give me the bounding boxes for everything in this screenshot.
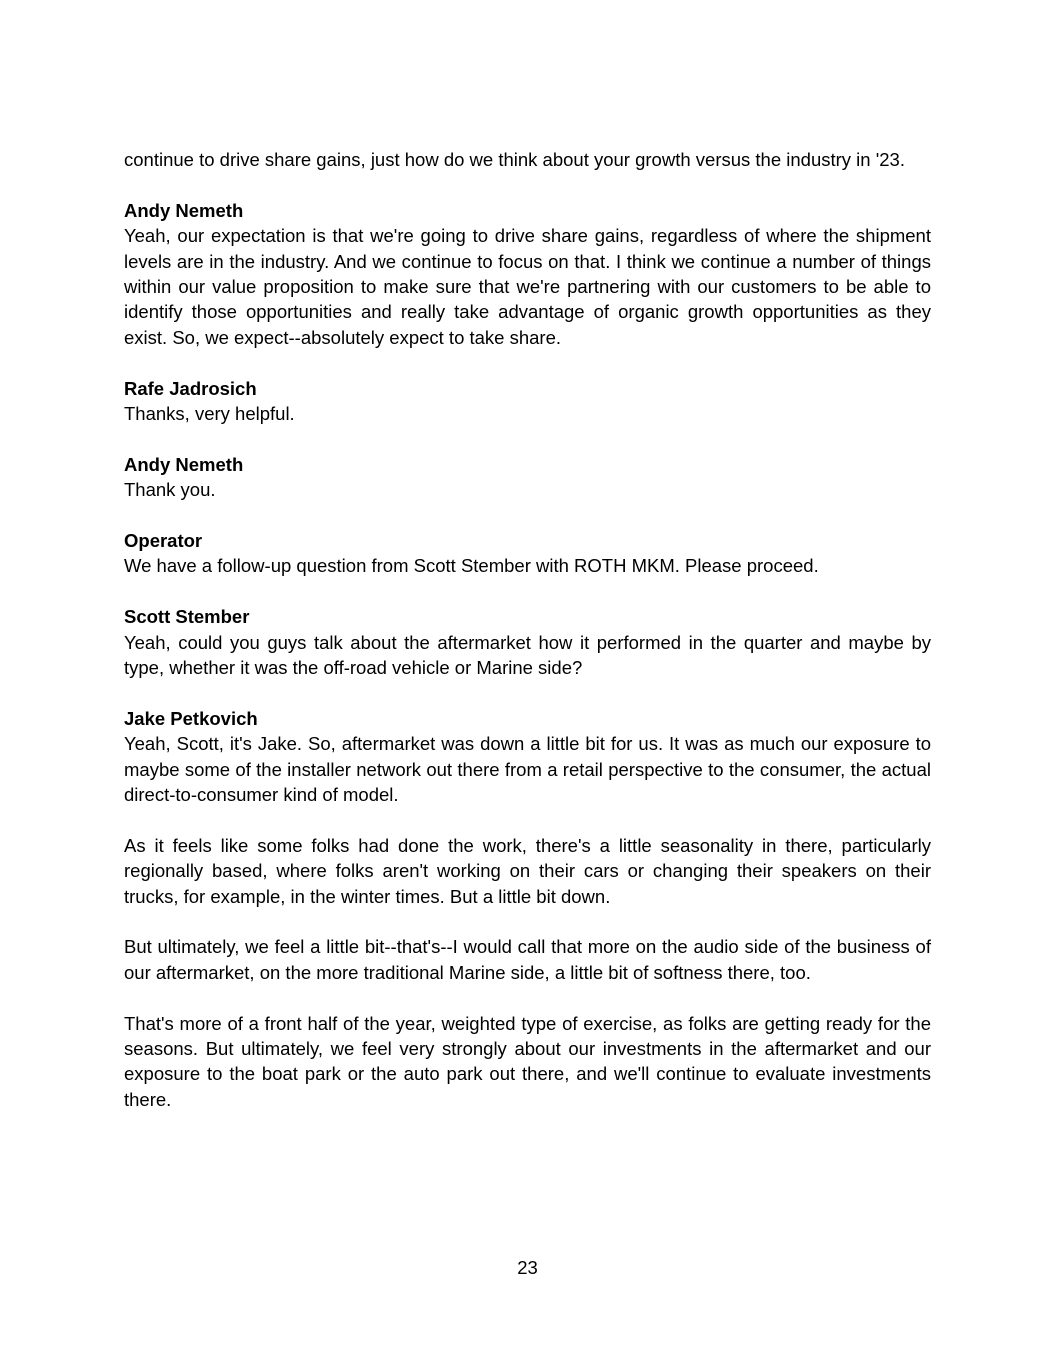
transcript-paragraph: Thank you. bbox=[124, 479, 216, 501]
transcript-paragraph: Yeah, our expectation is that we're going to drive share gains, regardless of where the shipment levels are in the industry. And we continue to focus on that. I think we continue a number of things within our value proposition to make sure that we're partnering with our customers to be able to identify those opportunities and really take advantage of organic growth opportunities as they exist. So, we expect--absolutely expect to take share. bbox=[124, 225, 931, 348]
speaker-name: Scott Stember bbox=[124, 606, 250, 628]
speaker-block bbox=[124, 706, 931, 1112]
speaker-name: Rafe Jadrosich bbox=[124, 377, 257, 399]
speaker-name: Andy Nemeth bbox=[124, 199, 244, 221]
transcript-paragraph: But ultimately, we feel a little bit--that's--I would call that more on the audio side of the business of our aftermarket, on the more traditional Marine side, a little bit of softness there, too. bbox=[124, 936, 931, 983]
speaker-block bbox=[124, 147, 931, 172]
speaker-block bbox=[124, 198, 931, 350]
page-number: 23 bbox=[517, 1257, 538, 1278]
transcript-body bbox=[124, 147, 931, 1112]
transcript-paragraph: continue to drive share gains, just how do we think about your growth versus the industry in '23. bbox=[124, 149, 905, 170]
transcript-paragraph: Thanks, very helpful. bbox=[124, 403, 295, 425]
transcript-paragraph: As it feels like some folks had done the work, there's a little seasonality in there, particularly regionally based, where folks aren't working on their cars or changing their speakers on their trucks, for example, in the winter times. But a little bit down. bbox=[124, 834, 931, 907]
transcript-paragraph: That's more of a front half of the year, weighted type of exercise, as folks are getting ready for the seasons. But ultimately, we feel very strongly about our investments in the aftermarket and our exposure to the boat park or the auto park out there, and we'll continue to evaluate investments there. bbox=[124, 1012, 931, 1110]
speaker-block bbox=[124, 376, 931, 427]
transcript-paragraph: We have a follow-up question from Scott Stember with ROTH MKM. Please proceed. bbox=[124, 555, 819, 577]
speaker-name: Jake Petkovich bbox=[124, 707, 258, 729]
transcript-paragraph: Yeah, Scott, it's Jake. So, aftermarket was down a little bit for us. It was as much our exposure to maybe some of the installer network out there from a retail perspective to the consumer, the actual direct-to-consumer kind of model. bbox=[124, 733, 931, 806]
transcript-paragraph: Yeah, could you guys talk about the aftermarket how it performed in the quarter and maybe by type, whether it was the off-road vehicle or Marine side? bbox=[124, 631, 931, 679]
speaker-name: Operator bbox=[124, 530, 203, 552]
speaker-block bbox=[124, 452, 931, 503]
speaker-block bbox=[124, 528, 931, 579]
speaker-block bbox=[124, 604, 931, 680]
speaker-name: Andy Nemeth bbox=[124, 453, 244, 475]
